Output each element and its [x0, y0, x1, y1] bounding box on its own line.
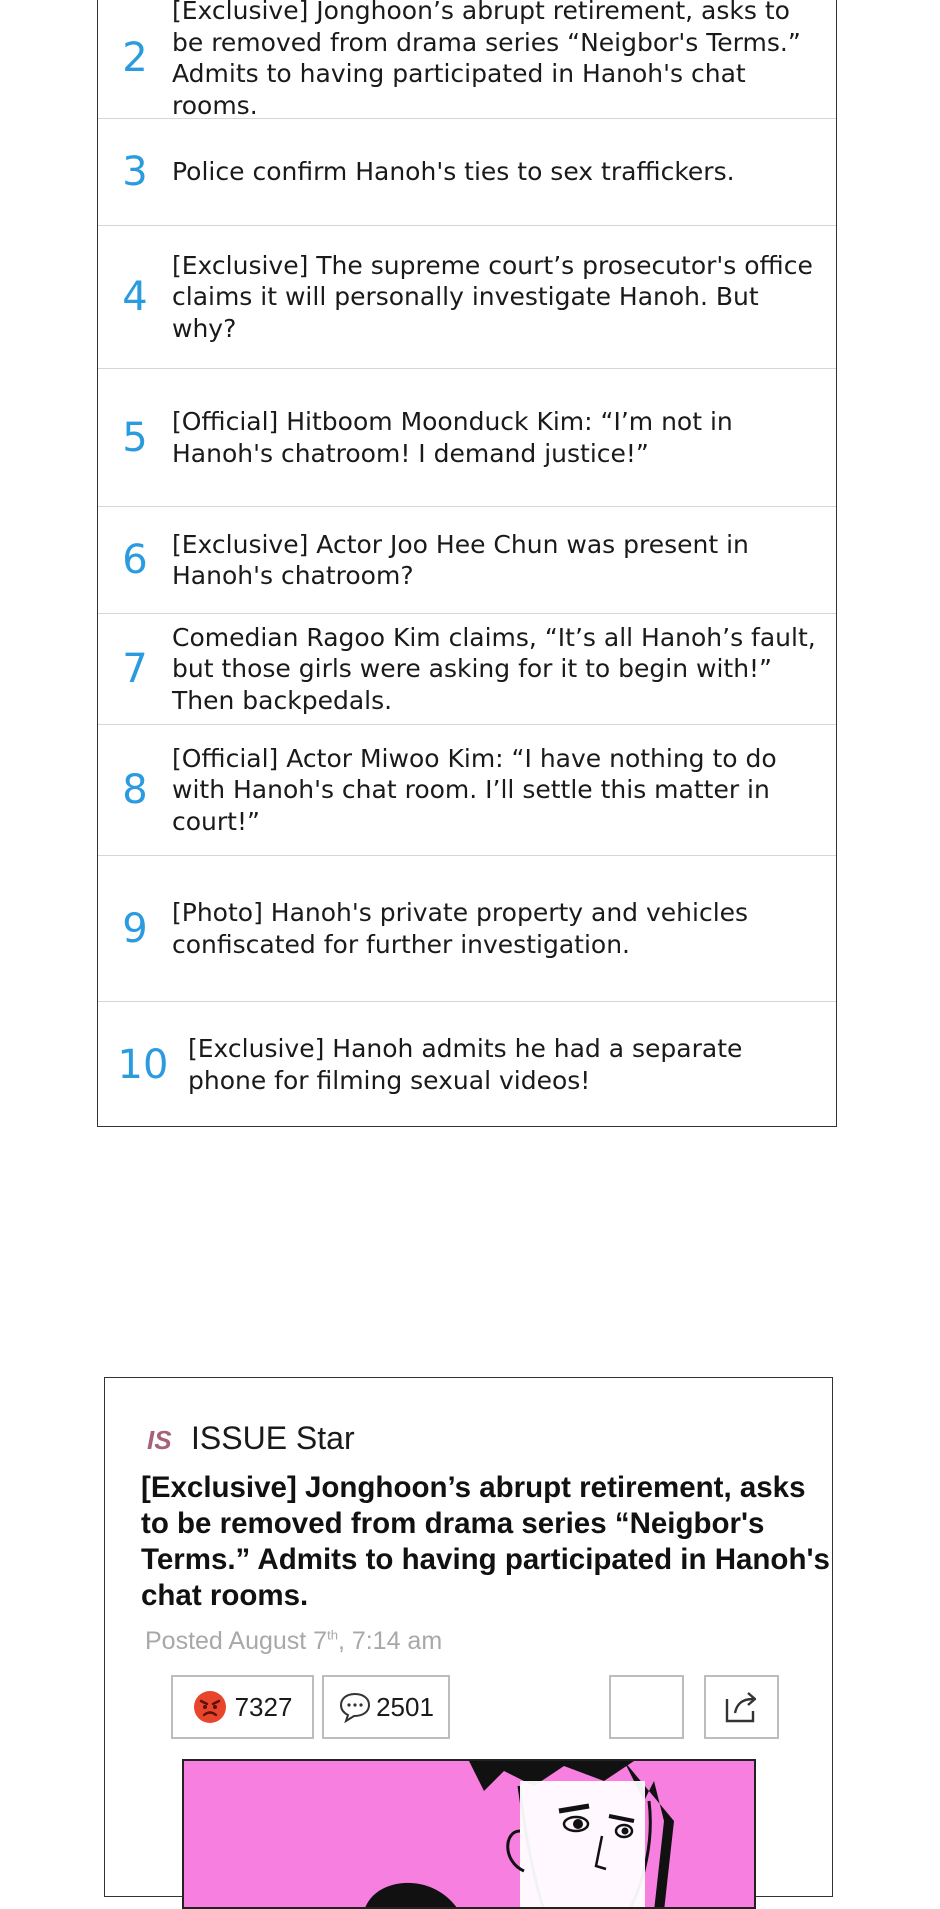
headline-link[interactable]: [Exclusive] Jonghoon’s abrupt retirement, asks to be removed from drama series “Neigbor's Terms.” Admits to having participated in Hanoh's chat rooms. — [172, 0, 801, 120]
rank-number: 10 — [117, 1041, 169, 1088]
comment-button[interactable] — [322, 1675, 450, 1739]
list-item[interactable] — [98, 725, 836, 856]
list-item[interactable] — [98, 0, 836, 119]
article-illustration — [182, 1759, 756, 1909]
list-item[interactable] — [98, 226, 836, 369]
rank-number: 3 — [122, 149, 148, 195]
article-headline: [Exclusive] Jonghoon’s abrupt retirement, asks to be removed from drama series “Neigbor's Terms.” Admits to having participated in Hanoh's chat rooms. — [141, 1471, 830, 1612]
source-header — [145, 1420, 355, 1457]
headline-link[interactable]: [Exclusive] Hanoh admits he had a separate phone for filming sexual videos! — [188, 1034, 743, 1095]
headline-link[interactable]: [Official] Hitboom Moonduck Kim: “I’m not in Hanoh's chatroom! I demand justice!” — [172, 407, 733, 468]
issue-star-logo — [145, 1424, 185, 1454]
angry-count: 7327 — [234, 1691, 293, 1722]
svg-text:IS: IS — [147, 1424, 172, 1454]
rank-number: 5 — [122, 414, 148, 461]
list-item[interactable] — [98, 614, 836, 725]
rank-number: 8 — [122, 767, 148, 813]
manga-illustration — [184, 1761, 756, 1909]
comment-count: 2501 — [376, 1691, 434, 1722]
headline-link[interactable]: [Exclusive] Actor Joo Hee Chun was present in Hanoh's chatroom? — [172, 529, 749, 590]
rank-number: 7 — [122, 646, 148, 692]
rank-number: 2 — [122, 35, 148, 81]
blank-action-button[interactable] — [609, 1675, 684, 1739]
angry-reaction-button[interactable] — [171, 1675, 314, 1739]
news-ranking-list — [97, 0, 837, 1127]
angry-face-icon — [193, 1690, 227, 1724]
rank-number: 4 — [122, 274, 148, 320]
list-item[interactable] — [98, 119, 836, 226]
rank-number: 6 — [122, 537, 148, 583]
headline-link[interactable]: Police confirm Hanoh's ties to sex traffickers. — [172, 157, 735, 187]
list-item[interactable] — [98, 369, 836, 507]
headline-link[interactable]: Comedian Ragoo Kim claims, “It’s all Hanoh’s fault, but those girls were asking for it to begin with!” Then backpedals. — [172, 622, 816, 715]
headline-link[interactable]: [Exclusive] The supreme court’s prosecutor's office claims it will personally investigate Hanoh. But why? — [172, 250, 813, 343]
list-item[interactable] — [98, 507, 836, 614]
rank-number: 9 — [122, 905, 148, 952]
posted-timestamp: Posted August 7th, 7:14 am — [145, 1627, 443, 1655]
speech-bubble-icon — [338, 1691, 372, 1723]
list-item[interactable] — [98, 1002, 836, 1127]
share-button[interactable] — [704, 1675, 779, 1739]
article-card — [104, 1377, 833, 1897]
headline-link[interactable]: [Official] Actor Miwoo Kim: “I have nothing to do with Hanoh's chat room. I’ll settle this matter in court!” — [172, 743, 777, 836]
share-icon — [723, 1689, 761, 1725]
source-name[interactable]: ISSUE Star — [191, 1420, 355, 1456]
list-item[interactable] — [98, 856, 836, 1002]
headline-link[interactable]: [Photo] Hanoh's private property and vehicles confiscated for further investigation. — [172, 898, 749, 959]
